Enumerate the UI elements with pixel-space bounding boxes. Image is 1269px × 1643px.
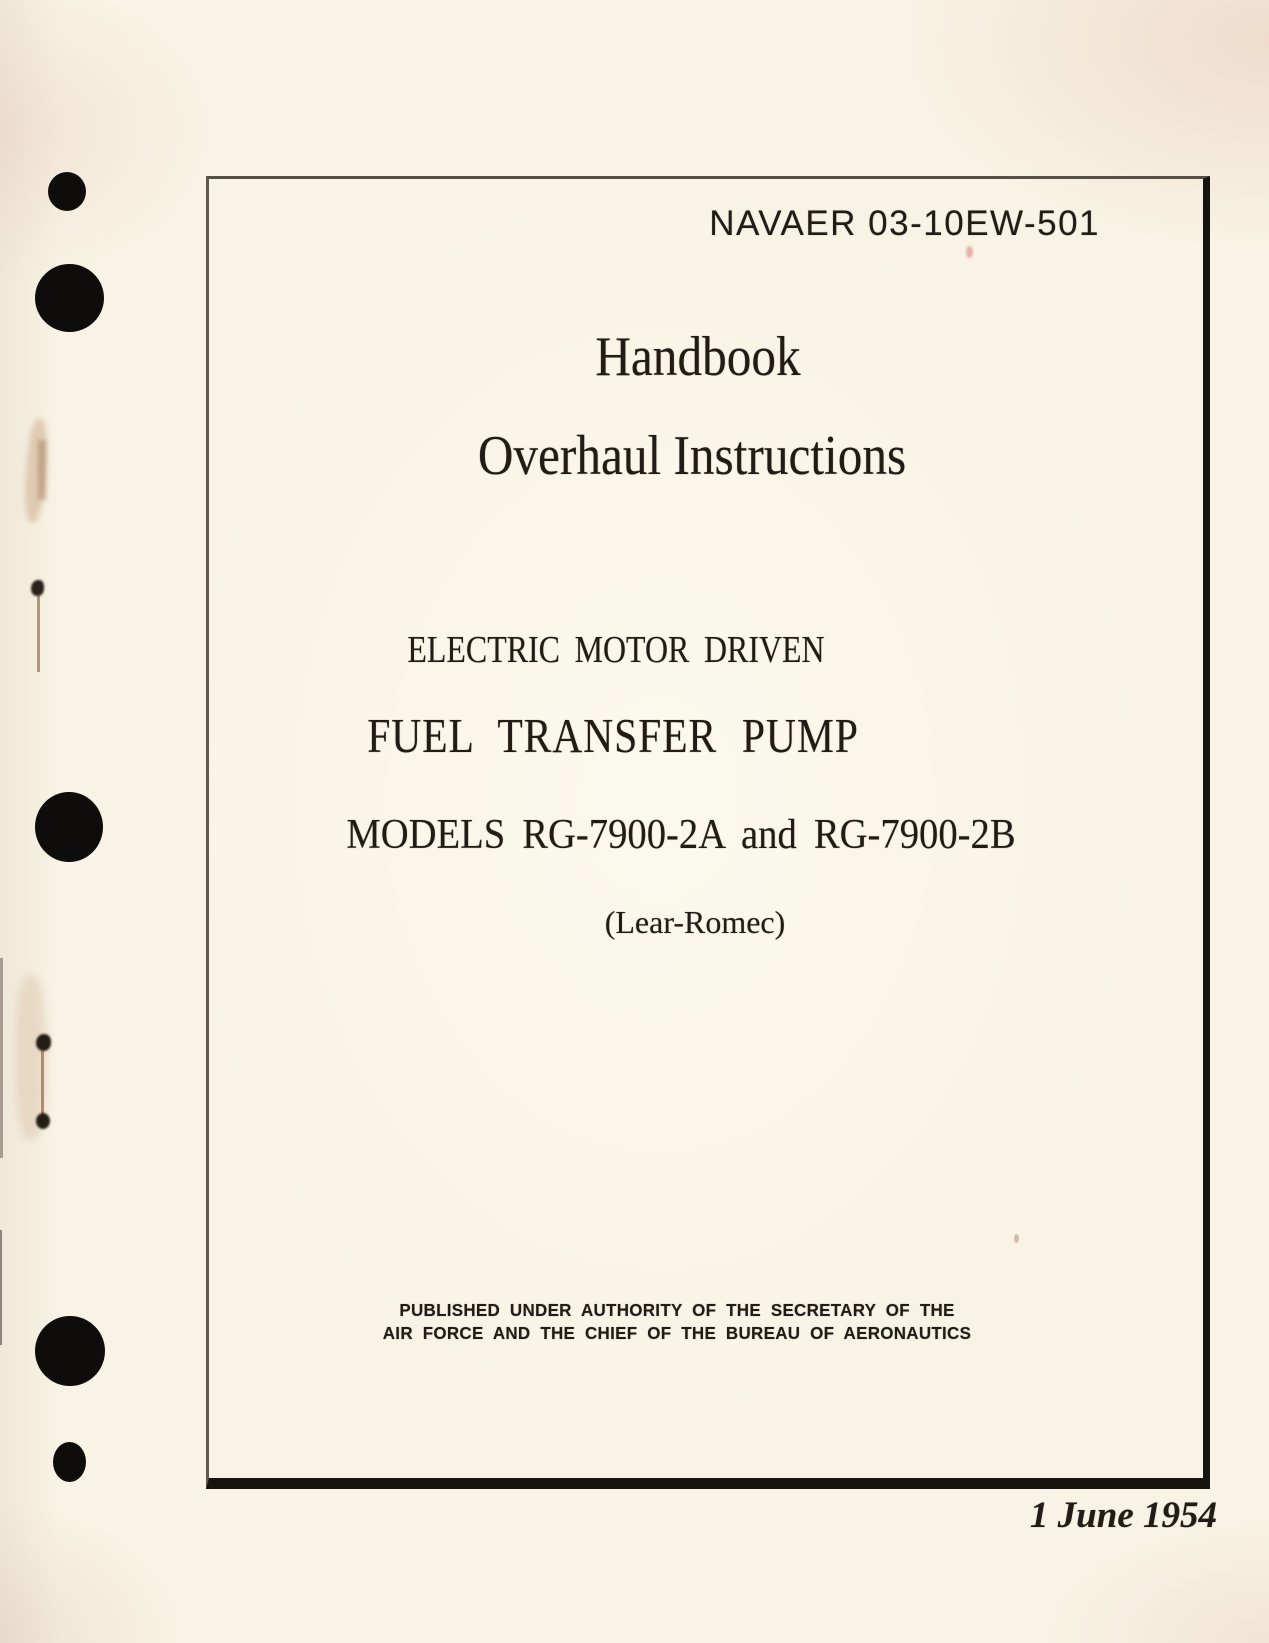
staple-mark bbox=[31, 580, 44, 596]
handbook-heading: Handbook bbox=[595, 326, 801, 388]
staple-mark bbox=[41, 1050, 44, 1120]
main-title-fuel-transfer-pump: FUEL TRANSFER PUMP bbox=[367, 708, 859, 763]
authority-statement bbox=[20, 1299, 1269, 1345]
subtitle-electric-motor-driven: ELECTRIC MOTOR DRIVEN bbox=[407, 629, 825, 671]
authority-line-2: AIR FORCE AND THE CHIEF OF THE BUREAU OF AERONAUTICS bbox=[382, 1323, 972, 1343]
staple-mark bbox=[36, 1113, 50, 1129]
authority-line-1: PUBLISHED UNDER AUTHORITY OF THE SECRETARY OF THE bbox=[399, 1300, 955, 1320]
punch-hole bbox=[35, 264, 104, 332]
staple-mark bbox=[36, 1034, 51, 1051]
binding-smudge bbox=[38, 440, 46, 500]
publication-date: 1 June 1954 bbox=[1029, 1495, 1217, 1536]
binding-smudge bbox=[16, 975, 46, 1140]
page-edge-shadow bbox=[0, 1230, 2, 1345]
overhaul-instructions-heading: Overhaul Instructions bbox=[477, 425, 907, 487]
binding-smudge bbox=[22, 417, 49, 523]
document-number: NAVAER 03-10EW-501 bbox=[709, 204, 1100, 243]
manufacturer-line: (Lear-Romec) bbox=[604, 904, 786, 940]
staple-mark bbox=[37, 594, 40, 672]
punch-hole bbox=[53, 1442, 86, 1482]
models-line: MODELS RG-7900-2A and RG-7900-2B bbox=[346, 812, 1016, 858]
page-edge-shadow bbox=[0, 958, 3, 1158]
